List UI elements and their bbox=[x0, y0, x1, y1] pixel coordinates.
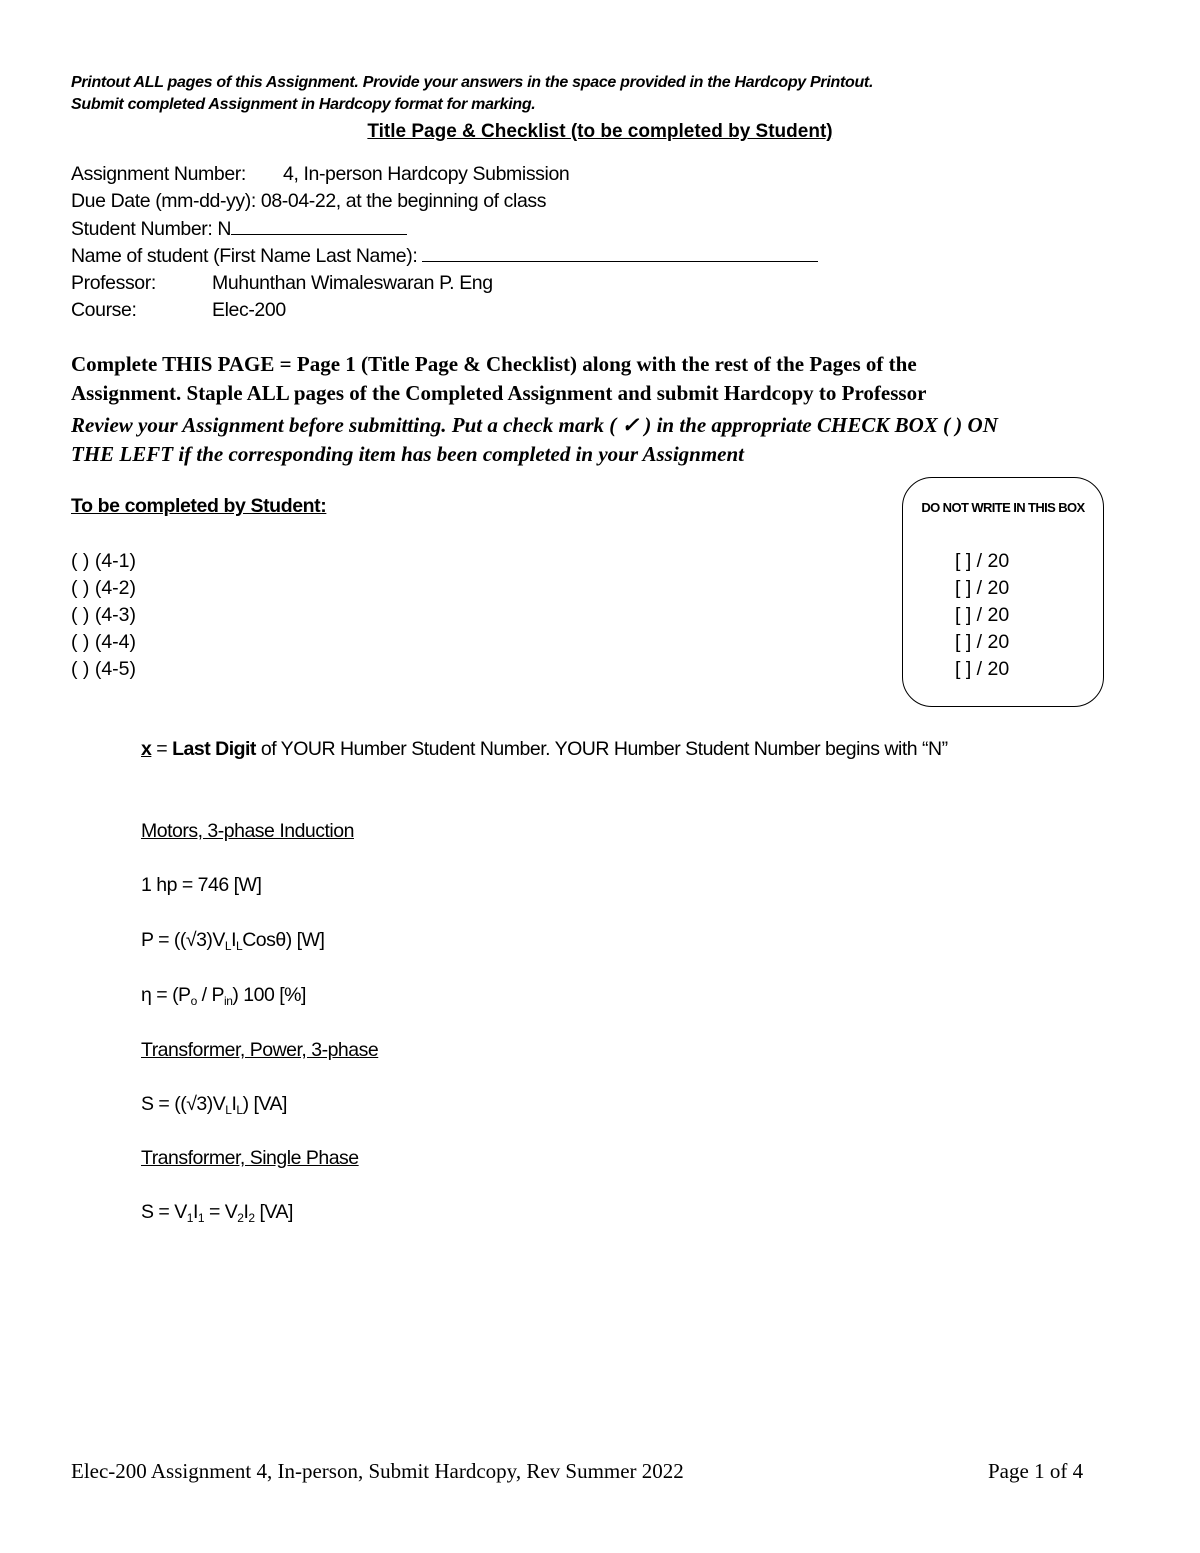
score-4-2: [ ] / 20 bbox=[955, 577, 1010, 599]
efficiency-formula bbox=[141, 984, 306, 1007]
s3-formula-suffix: ) [VA] bbox=[242, 1093, 287, 1115]
course-value: Elec-200 bbox=[212, 299, 286, 321]
s3-formula-sub: L bbox=[225, 1103, 232, 1117]
due-date-value: 08-04-22, at the beginning of class bbox=[260, 190, 547, 212]
s1-formula-prefix: S = V bbox=[141, 1201, 187, 1223]
x-variable: x bbox=[141, 738, 152, 760]
marking-box-title: DO NOT WRITE IN THIS BOX bbox=[921, 500, 1085, 515]
efficiency-formula-sub: o bbox=[190, 994, 197, 1008]
professor-value: Muhunthan Wimaleswaran P. Eng bbox=[212, 272, 493, 294]
checklist-item-4-4[interactable]: ( ) (4-4) bbox=[71, 631, 136, 653]
x-definition-rest: of YOUR Humber Student Number. YOUR Humber Student Number begins with “N” bbox=[255, 738, 948, 760]
power-formula-suffix: Cosθ) [W] bbox=[242, 929, 325, 951]
hp-formula: 1 hp = 746 [W] bbox=[141, 874, 262, 896]
checklist-item-4-2[interactable]: ( ) (4-2) bbox=[71, 577, 136, 599]
x-definition bbox=[141, 738, 948, 761]
power-formula-sub: L bbox=[236, 939, 243, 953]
marking-box bbox=[902, 477, 1104, 707]
efficiency-formula-suffix: ) 100 [%] bbox=[232, 984, 306, 1006]
x-equals: = bbox=[151, 738, 173, 760]
motors-heading: Motors, 3-phase Induction bbox=[141, 820, 354, 842]
student-number-blank[interactable] bbox=[231, 217, 407, 235]
s1-formula-sub: 2 bbox=[237, 1211, 244, 1225]
assignment-number-label: Assignment Number: bbox=[71, 163, 246, 185]
submit-instruction: Submit completed Assignment in Hardcopy format for marking. bbox=[71, 96, 536, 113]
student-name-blank[interactable] bbox=[422, 244, 818, 262]
footer-course-info: Elec-200 Assignment 4, In-person, Submit Hardcopy, Rev Summer 2022 bbox=[71, 1459, 684, 1483]
x-last-digit: Last Digit bbox=[172, 738, 256, 760]
s3-formula-prefix: S = ((√3)V bbox=[141, 1093, 226, 1115]
score-4-3: [ ] / 20 bbox=[955, 604, 1010, 626]
instruction-line-3: Review your Assignment before submitting. Put a check mark ( ✓ ) in the appropriate CHECK BOX ( ) ON bbox=[71, 413, 998, 437]
page-title: Title Page & Checklist (to be completed by Student) bbox=[367, 121, 833, 142]
instruction-line-2: Assignment. Staple ALL pages of the Completed Assignment and submit Hardcopy to Professor bbox=[71, 381, 927, 405]
s3-formula-sub: L bbox=[236, 1103, 243, 1117]
score-4-1: [ ] / 20 bbox=[955, 550, 1010, 572]
apparent-power-3-phase-formula bbox=[141, 1093, 287, 1116]
s1-formula-mid: I bbox=[243, 1201, 249, 1223]
s3-formula-mid: I bbox=[231, 1093, 237, 1115]
score-4-4: [ ] / 20 bbox=[955, 631, 1010, 653]
transformer-3-phase-heading: Transformer, Power, 3-phase bbox=[141, 1039, 379, 1061]
student-number-row bbox=[71, 217, 407, 241]
s1-formula-sub: 1 bbox=[197, 1211, 205, 1225]
page-number: Page 1 of 4 bbox=[988, 1459, 1084, 1483]
course-label: Course: bbox=[71, 299, 137, 321]
efficiency-formula-mid: / P bbox=[196, 984, 225, 1006]
efficiency-formula-sub: in bbox=[224, 994, 233, 1008]
s1-formula-sub: 1 bbox=[186, 1211, 193, 1225]
apparent-power-single-phase-formula bbox=[141, 1201, 293, 1224]
transformer-single-phase-heading: Transformer, Single Phase bbox=[141, 1147, 359, 1169]
s1-formula-suffix: [VA] bbox=[254, 1201, 293, 1223]
student-number-label: Student Number: N bbox=[71, 218, 232, 240]
instruction-line-4: THE LEFT if the corresponding item has been completed in your Assignment bbox=[71, 442, 745, 466]
due-date-label: Due Date (mm-dd-yy): bbox=[71, 190, 256, 212]
print-instruction: Printout ALL pages of this Assignment. Provide your answers in the space provided in the Hardcopy Printout. bbox=[71, 74, 874, 91]
professor-label: Professor: bbox=[71, 272, 156, 294]
s1-formula-mid: I bbox=[192, 1201, 198, 1223]
power-formula-sub: L bbox=[224, 939, 232, 953]
s1-formula-mid: = V bbox=[204, 1201, 238, 1223]
student-name-label: Name of student (First Name Last Name): bbox=[71, 245, 418, 267]
s1-formula-sub: 2 bbox=[248, 1211, 255, 1225]
checklist-item-4-1[interactable]: ( ) (4-1) bbox=[71, 550, 136, 572]
score-4-5: [ ] / 20 bbox=[955, 658, 1010, 680]
instruction-line-1: Complete THIS PAGE = Page 1 (Title Page & Checklist) along with the rest of the Pages of the bbox=[71, 352, 917, 376]
assignment-number-value: 4, In-person Hardcopy Submission bbox=[283, 163, 570, 185]
power-formula bbox=[141, 929, 324, 952]
checklist-heading: To be completed by Student: bbox=[71, 495, 327, 517]
power-formula-mid: I bbox=[231, 929, 237, 951]
due-date-row bbox=[71, 190, 546, 213]
checklist-item-4-5[interactable]: ( ) (4-5) bbox=[71, 658, 136, 680]
student-name-row bbox=[71, 244, 818, 268]
checklist-item-4-3[interactable]: ( ) (4-3) bbox=[71, 604, 136, 626]
efficiency-formula-prefix: η = (P bbox=[141, 984, 191, 1006]
power-formula-prefix: P = ((√3)V bbox=[141, 929, 225, 951]
